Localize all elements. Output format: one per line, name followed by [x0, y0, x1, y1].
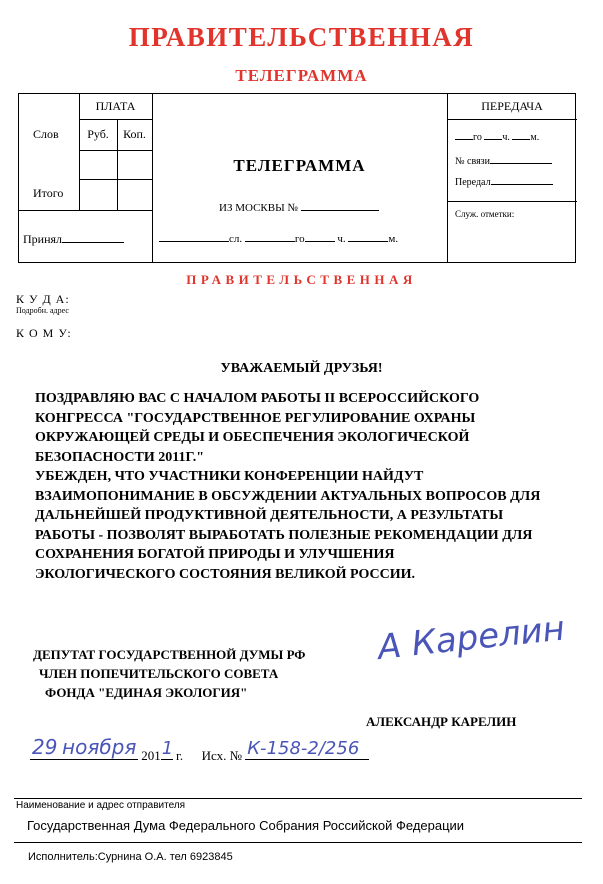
sl-blank: [159, 240, 229, 242]
from-moscow-blank: [301, 209, 379, 211]
center-title: ТЕЛЕГРАММА: [233, 156, 366, 175]
signatory-title-1: ДЕПУТАТ ГОСУДАРСТВЕННОЙ ДУМЫ РФ: [33, 647, 306, 662]
letter-body: [35, 389, 580, 584]
kop-label: Коп.: [123, 127, 146, 141]
letter-line: ПОЗДРАВЛЯЮ ВАС С НАЧАЛОМ РАБОТЫ II ВСЕРОССИЙСКОГО: [35, 391, 480, 406]
sluzh-otmetki-label: Служ. отметки:: [455, 209, 515, 219]
peredacha-label: ПЕРЕДАЧА: [481, 99, 543, 113]
ref-number-field: [245, 738, 369, 760]
time-ch-label: ч.: [502, 132, 510, 143]
date-ref-line: [30, 735, 369, 764]
letter-line: РАБОТЫ - ПОЗВОЛЯТ ВЫРАБОТАТЬ ПОЛЕЗНЫЕ РЕКОМЕНДАЦИИ ДЛЯ: [35, 527, 533, 543]
telegram-form: [18, 93, 576, 263]
telegram-subheading: ТЕЛЕГРАММА: [235, 66, 368, 85]
form-hline-2: [79, 150, 152, 151]
svyaz-blank: [490, 162, 552, 164]
time-blank-3: [512, 138, 530, 140]
sl-go-ch-m-field: [159, 233, 398, 245]
form-vline-3: [152, 94, 153, 262]
sender-name: Государственная Дума Федерального Собрания Российской Федерации: [27, 818, 465, 833]
ch-label: ч.: [337, 233, 346, 245]
letter-line: КОНГРЕССА "ГОСУДАРСТВЕННОЕ РЕГУЛИРОВАНИЕ ОХРАНЫ: [35, 410, 476, 426]
m-label: м.: [388, 233, 399, 245]
form-hline-4: [19, 210, 152, 211]
executor-info: Исполнитель:Сурнина О.А. тел 6923845: [28, 851, 233, 863]
from-moscow-field: [219, 202, 379, 214]
go-label: го: [294, 233, 305, 245]
peredal-field: [455, 177, 553, 188]
sl-label: сл.: [229, 233, 243, 245]
svyaz-field: [455, 156, 552, 167]
from-moscow-label: ИЗ МОСКВЫ №: [219, 202, 298, 214]
go-blank: [245, 240, 295, 242]
slov-label: Слов: [33, 127, 59, 141]
telegram-heading: ПРАВИТЕЛЬСТВЕННАЯ: [128, 22, 475, 52]
date-year-prefix: 201: [141, 748, 161, 763]
form-hline-5: [447, 119, 577, 120]
time-go-label: го: [473, 132, 482, 143]
letter-line: ОКРУЖАЮЩЕЙ СРЕДЫ И ОБЕСПЕЧЕНИЯ ЭКОЛОГИЧЕСКОЙ: [35, 430, 470, 445]
letter-line: СОХРАНЕНИЯ БОГАТОЙ ПРИРОДЫ И УЛУЧШЕНИЯ: [35, 547, 395, 562]
letter-line: УБЕЖДЕН, ЧТО УЧАСТНИКИ КОНФЕРЕНЦИИ НАЙДУТ: [35, 469, 424, 484]
date-day-month-field: [30, 735, 138, 760]
signatory-name: АЛЕКСАНДР КАРЕЛИН: [366, 714, 517, 729]
date-year-digit-field: [161, 738, 174, 760]
komu-label: К О М У:: [16, 326, 72, 340]
kuda-label: К У Д А:: [16, 292, 70, 306]
date-day: 29: [32, 735, 58, 759]
letter-line: ЭКОЛОГИЧЕСКОГО СОСТОЯНИЯ ВЕЛИКОЙ РОССИИ.: [35, 566, 416, 582]
peredal-blank: [491, 183, 553, 185]
date-g-label: г.: [176, 748, 184, 763]
peredal-label: Передал: [455, 177, 491, 188]
letter-line: ДАЛЬНЕЙШЕЙ ПРОДУКТИВНОЙ ДЕЯТЕЛЬНОСТИ, А РЕЗУЛЬТАТЫ: [35, 508, 504, 523]
prinyal-field: [23, 232, 124, 247]
date-year-digit: 1: [161, 738, 174, 759]
sender-label: Наименование и адрес отправителя: [16, 800, 186, 811]
signatory-title-3: ФОНДА "ЕДИНАЯ ЭКОЛОГИЯ": [45, 685, 248, 700]
ch-m-blank: [348, 240, 388, 242]
date-month: ноября: [62, 735, 137, 759]
handwritten-signature: А Карелин: [375, 608, 567, 668]
form-hline-1: [79, 119, 152, 120]
signatory-titles: [33, 645, 305, 702]
time-m-label: м.: [530, 132, 540, 143]
government-banner: ПРАВИТЕЛЬСТВЕННАЯ: [186, 272, 417, 287]
footer-divider-top: [14, 798, 582, 799]
prinyal-label: Принял: [23, 232, 63, 246]
itogo-label: Итого: [33, 186, 64, 200]
form-hline-6: [447, 201, 577, 202]
plata-label: ПЛАТА: [95, 99, 136, 113]
footer-divider-bottom: [14, 842, 582, 843]
ref-label: Исх. №: [201, 748, 243, 763]
go-ch-blank: [305, 240, 335, 242]
svyaz-label: № связи: [455, 156, 490, 167]
time-blank-2: [484, 138, 502, 140]
form-hline-3: [79, 179, 152, 180]
time-blank-1: [455, 138, 473, 140]
podrobn-adres-label: Подробн. адрес: [16, 306, 69, 315]
signatory-title-2: ЧЛЕН ПОПЕЧИТЕЛЬСКОГО СОВЕТА: [39, 666, 279, 681]
prinyal-blank: [62, 241, 124, 243]
rub-label: Руб.: [87, 127, 109, 141]
ref-number: К-158-2/256: [247, 738, 360, 759]
time-field: [455, 132, 539, 143]
letter-line: БЕЗОПАСНОСТИ 2011Г.": [35, 449, 205, 465]
letter-line: ВЗАИМОПОНИМАНИЕ В ОБСУЖДЕНИИ АКТУАЛЬНЫХ ВОПРОСОВ ДЛЯ: [35, 488, 541, 504]
letter-greeting: УВАЖАЕМЫЙ ДРУЗЬЯ!: [220, 361, 383, 376]
